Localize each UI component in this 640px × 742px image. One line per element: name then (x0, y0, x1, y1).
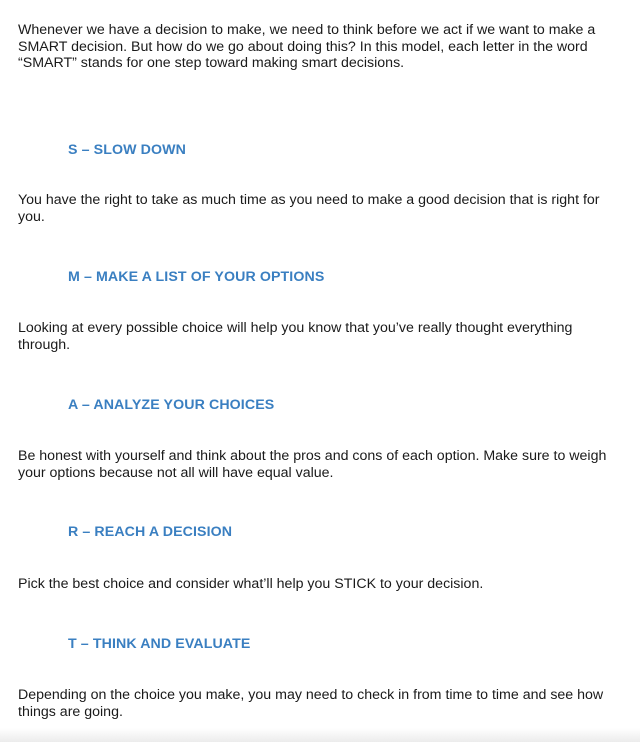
step-text-a: Be honest with yourself and think about the pros and cons of each option. Make sure to weigh your options because not all will have equal value. (18, 448, 607, 481)
step-heading-m: M – MAKE A LIST OF YOUR OPTIONS (68, 269, 325, 285)
intro-paragraph: Whenever we have a decision to make, we need to think before we act if we want to make a SMART decision. But how do we go about doing this? In this model, each letter in the word “SMART” stands for one step toward making smart decisions. (18, 22, 596, 71)
step-text-m: Looking at every possible choice will help you know that you’ve really thought everything through. (18, 320, 573, 353)
step-text-t: Depending on the choice you make, you may need to check in from time to time and see how things are going. (18, 687, 604, 720)
step-heading-t: T – THINK AND EVALUATE (68, 636, 251, 652)
step-heading-s: S – SLOW DOWN (68, 142, 186, 158)
step-heading-a: A – ANALYZE YOUR CHOICES (68, 397, 275, 413)
page-bottom-shadow (0, 728, 640, 742)
step-heading-r: R – REACH A DECISION (68, 524, 233, 540)
step-text-r: Pick the best choice and consider what’ll help you STICK to your decision. (18, 576, 484, 592)
step-text-s: You have the right to take as much time as you need to make a good decision that is right for you. (18, 192, 600, 225)
